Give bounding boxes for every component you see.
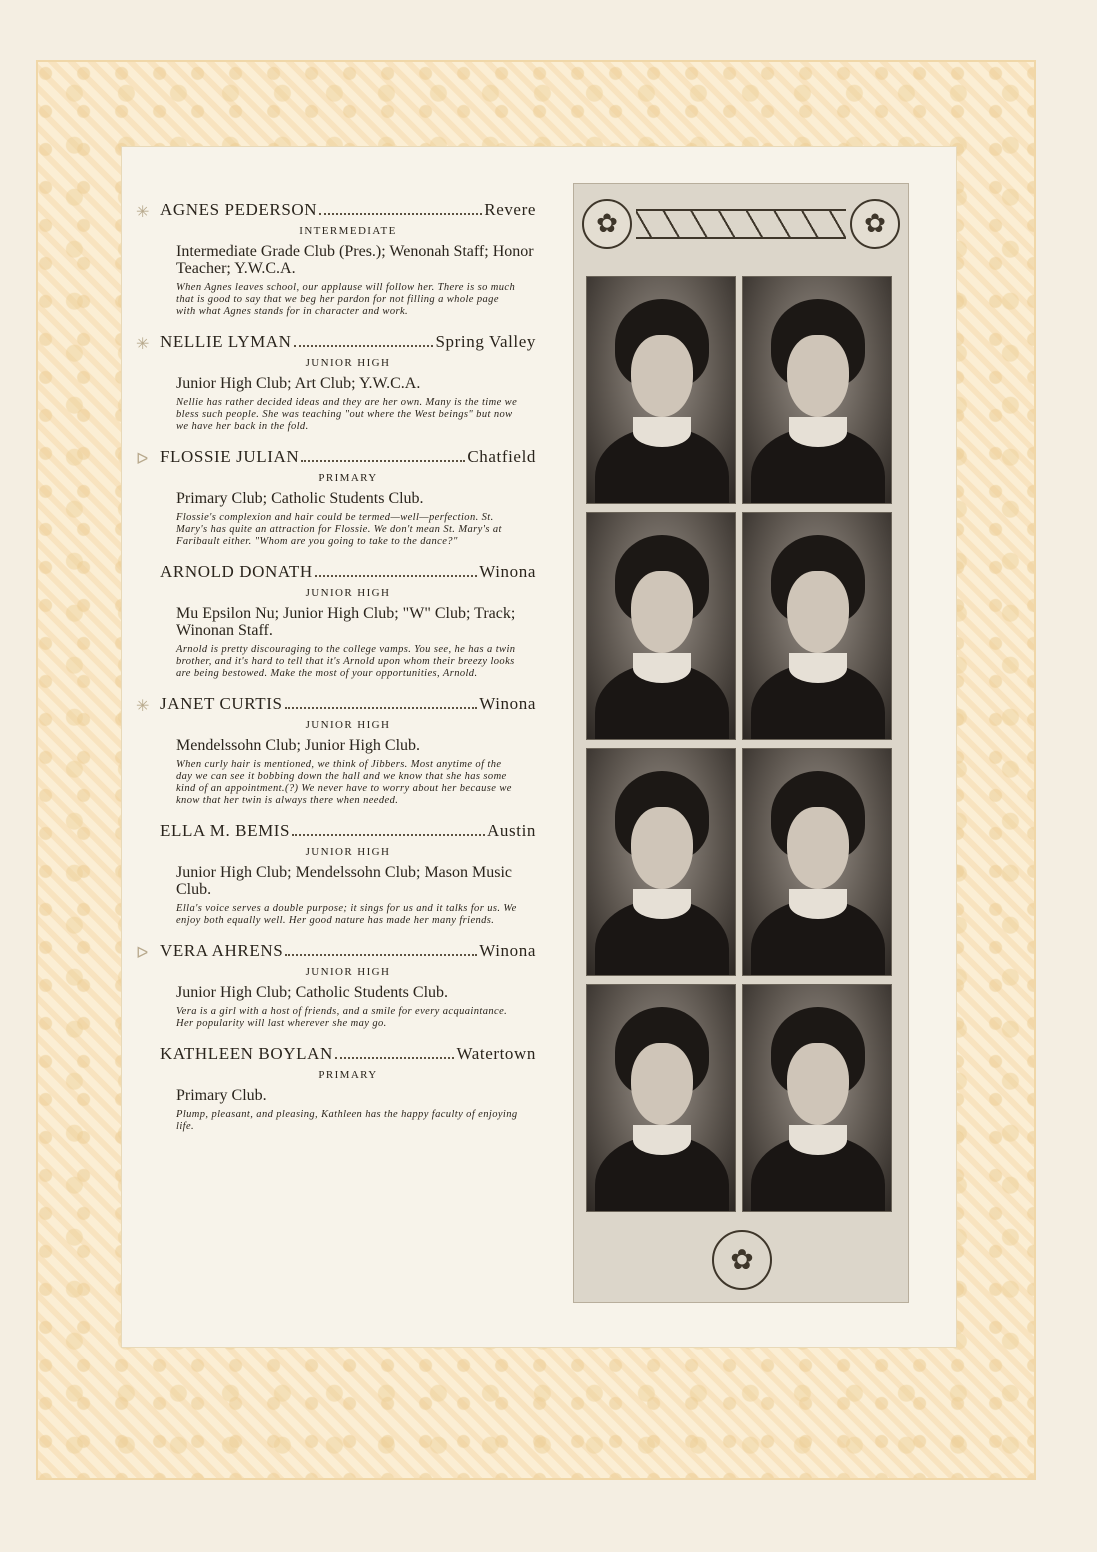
student-town: Winona bbox=[479, 941, 536, 960]
student-entry bbox=[136, 694, 536, 807]
student-activities: Junior High Club; Art Club; Y.W.C.A. bbox=[176, 375, 421, 392]
student-division: JUNIOR HIGH bbox=[305, 846, 391, 858]
student-entry bbox=[136, 200, 536, 318]
student-town: Winona bbox=[479, 562, 536, 581]
leader-dots bbox=[294, 345, 434, 347]
student-entry bbox=[136, 447, 536, 548]
rosette-icon: ✿ bbox=[582, 199, 632, 249]
student-town: Spring Valley bbox=[435, 332, 536, 351]
student-activities: Primary Club. bbox=[176, 1087, 267, 1104]
student-entry bbox=[140, 1044, 536, 1133]
leader-dots bbox=[301, 460, 465, 462]
portrait-photo bbox=[742, 984, 892, 1212]
student-name: NELLIE LYMAN bbox=[160, 332, 292, 351]
student-activities: Mendelssohn Club; Junior High Club. bbox=[176, 737, 421, 754]
student-name: AGNES PEDERSON bbox=[160, 200, 318, 219]
student-town: Austin bbox=[487, 821, 536, 840]
student-activities: Primary Club; Catholic Students Club. bbox=[176, 490, 424, 507]
student-activities: Mu Epsilon Nu; Junior High Club; "W" Club; Track; Winonan Staff. bbox=[176, 605, 516, 639]
student-activities: Intermediate Grade Club (Pres.); Wenonah Staff; Honor Teacher; Y.W.C.A. bbox=[176, 243, 534, 277]
student-description: When Agnes leaves school, our applause will follow her. There is so much that is good to say that we beg her pardon for not filling a whole page with what Agnes stands for in character and work. bbox=[176, 282, 516, 317]
student-entry bbox=[140, 562, 536, 680]
student-description: Flossie's complexion and hair could be termed—well—perfection. St. Mary's has quite an attraction for Flossie. We don't mean St. Mary's at Faribault either. "Whom are you going to take to the dance?" bbox=[176, 512, 502, 547]
ornament-band bbox=[636, 209, 846, 239]
leader-dots bbox=[335, 1057, 455, 1059]
student-entry bbox=[136, 332, 536, 433]
leader-dots bbox=[292, 834, 485, 836]
student-entry bbox=[140, 821, 536, 927]
leader-dots bbox=[315, 575, 478, 577]
student-entries bbox=[136, 200, 536, 1147]
student-division: JUNIOR HIGH bbox=[305, 719, 391, 731]
portrait-photo bbox=[586, 276, 736, 504]
leader-dots bbox=[285, 954, 477, 956]
student-activities: Junior High Club; Catholic Students Club. bbox=[176, 984, 449, 1001]
student-entry bbox=[136, 941, 536, 1030]
student-description: When curly hair is mentioned, we think of Jibbers. Most anytime of the day we can see it bobbing down the hall and we know that she has some kind of an appointment.(?) We never have to worry about her because we know that her twin is always there when needed. bbox=[176, 759, 512, 806]
margin-mark-icon: ✳ bbox=[136, 698, 150, 715]
student-division: JUNIOR HIGH bbox=[305, 357, 391, 369]
rosette-icon: ✿ bbox=[850, 199, 900, 249]
portrait-photo bbox=[742, 748, 892, 976]
student-division: INTERMEDIATE bbox=[299, 225, 397, 237]
student-description: Plump, pleasant, and pleasing, Kathleen has the happy faculty of enjoying life. bbox=[176, 1109, 518, 1132]
student-division: JUNIOR HIGH bbox=[305, 966, 391, 978]
student-division: PRIMARY bbox=[318, 1069, 378, 1081]
student-description: Vera is a girl with a host of friends, and a smile for every acquaintance. Her popularity will last wherever she may go. bbox=[176, 1006, 508, 1029]
portrait-photo bbox=[742, 512, 892, 740]
leader-dots bbox=[285, 707, 478, 709]
student-name: JANET CURTIS bbox=[160, 694, 283, 713]
margin-mark-icon: ᐅ bbox=[136, 945, 149, 962]
student-description: Arnold is pretty discouraging to the college vamps. You see, he has a twin brother, and it's hard to tell that it's Arnold upon whom their breezy looks are being bestowed. Make the most of your opportunities, Arnold. bbox=[176, 644, 516, 679]
student-town: Revere bbox=[484, 200, 536, 219]
student-name: ARNOLD DONATH bbox=[160, 562, 313, 581]
student-town: Watertown bbox=[456, 1044, 536, 1063]
student-town: Chatfield bbox=[467, 447, 536, 466]
portrait-photo bbox=[586, 748, 736, 976]
student-description: Nellie has rather decided ideas and they are her own. Many is the time we bless such people. She was teaching "out where the West beings" but now we have her back in the fold. bbox=[176, 397, 518, 432]
student-division: JUNIOR HIGH bbox=[305, 587, 391, 599]
portrait-photo bbox=[586, 984, 736, 1212]
student-name: FLOSSIE JULIAN bbox=[160, 447, 300, 466]
portrait-photo bbox=[586, 512, 736, 740]
portrait-column bbox=[573, 183, 909, 1303]
student-name: KATHLEEN BOYLAN bbox=[160, 1044, 333, 1063]
student-name: ELLA M. BEMIS bbox=[160, 821, 291, 840]
portrait-grid bbox=[586, 276, 898, 1212]
margin-mark-icon: ✳ bbox=[136, 204, 150, 221]
leader-dots bbox=[319, 213, 482, 215]
margin-mark-icon: ✳ bbox=[136, 336, 150, 353]
rosette-footer-icon: ✿ bbox=[712, 1230, 772, 1290]
student-name: VERA AHRENS bbox=[160, 941, 284, 960]
ornament-header bbox=[582, 194, 900, 254]
student-description: Ella's voice serves a double purpose; it sings for us and it talks for us. We enjoy both equally well. Her good nature has made her many friends. bbox=[176, 903, 517, 926]
student-activities: Junior High Club; Mendelssohn Club; Mason Music Club. bbox=[176, 864, 513, 898]
margin-mark-icon: ᐅ bbox=[136, 451, 149, 468]
student-town: Winona bbox=[479, 694, 536, 713]
portrait-photo bbox=[742, 276, 892, 504]
student-division: PRIMARY bbox=[318, 472, 378, 484]
